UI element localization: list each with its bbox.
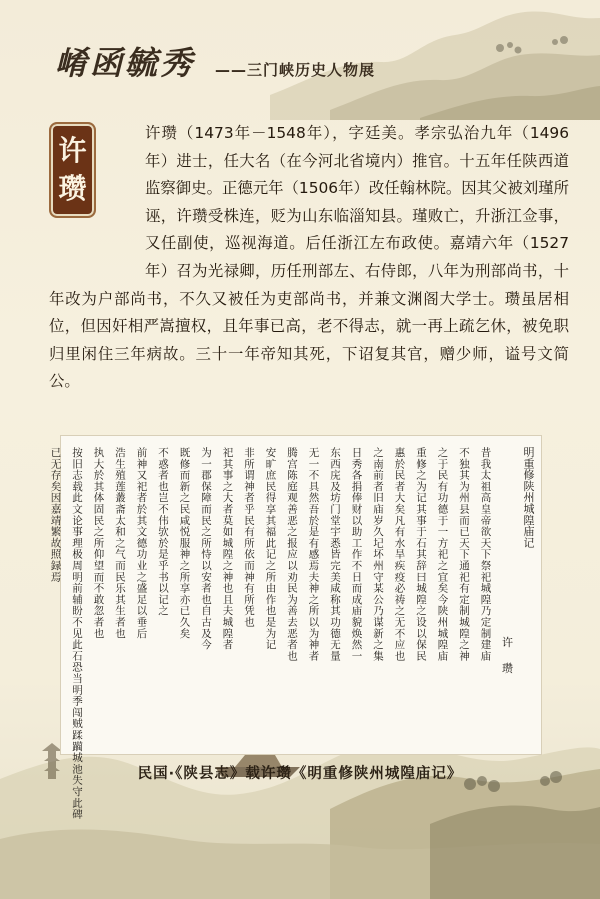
document-column: 腾宫陈庭观善恶之报应以劝民为善去恶者也 <box>287 447 298 663</box>
document-column: 为一郡保障而民之所恃以安者也自古及今 <box>201 447 212 652</box>
document-caption: 民国·《陕县志》载许瓒《明重修陕州城隍庙记》 <box>137 766 463 782</box>
document-column: 执大於其体固民之所仰望而不敢忽者也 <box>93 447 105 640</box>
document-column: 祀其事之大者莫如城隍之神也且夫城隍者 <box>222 447 234 652</box>
exhibition-subtitle: ——三门峡历史人物展 <box>215 61 376 79</box>
document-column: 安旷庶民得享其福此记之所由作也是为记 <box>265 447 277 652</box>
exhibition-title: 崤函毓秀 <box>55 44 196 82</box>
document-column: 浩生殖莲叢斋太和之气而民乐其生者也 <box>115 447 126 640</box>
document-heading: 明重修陕州城隍庙记 <box>523 446 535 550</box>
document-author: 许 瓒 <box>502 636 513 675</box>
document-column: 已无存矣因嘉靖繁故照録焉 <box>50 447 62 584</box>
document-column: 之南前者旧庙岁久圮坏州守某公乃谋新之集 <box>373 447 384 663</box>
biography-paragraph: 许瓒（1473年－1548年），字廷美。孝宗弘治九年（1496年）进士，任大名（在今河北省境内）推官。十五年任陕西道监察御史。正德元年（1506年）改任翰林院。因其父被刘瑾所诬，许瓒受株连，贬为山东临淄知县。瑾败亡，升浙江佥事，又任副使，巡视海道。后任浙江左布政使。嘉靖六年（1527年）召为光禄卿，历任刑部左、右侍郎，八年为刑部尚书，十年改为户部尚书，不久又被任为吏部尚书，并兼文渊阁大学士。瓒虽居相位，但因奸相严嵩擅权，且年事已高，老不得志，就一再上疏乞休，被免职归里闲住三年病故。三十一年帝知其死，下诏复其官，赠少师，谥号文简公。 <box>49 124 569 391</box>
biography-text-block <box>49 120 569 420</box>
document-column: 不惑者也岂不伟欤於是乎书以记之 <box>158 447 169 618</box>
document-column: 按旧志载此文论事理极周明前辅盼不见此石恐当明季闯贼蹂躏城池失守此碑 <box>72 447 83 821</box>
document-column: 无一不具然吾於是有感焉夫神之所以为神者 <box>308 447 320 663</box>
document-column: 日秀各捐俸财以助工作不日而成庙貌焕然一 <box>351 447 363 663</box>
document-column: 不独其为州县而已天下通祀有定制城隍之神 <box>459 447 470 663</box>
document-column: 既修而新之民咸悦服神之所享亦已久矣 <box>179 447 191 640</box>
document-column: 昔我太祖高皇帝欲天下祭祀城隍乃定制建庙 <box>480 447 492 663</box>
document-column: 非所谓神者乎民有所依而神有所凭也 <box>244 447 255 629</box>
document-column: 重修之为记其事于石其辞曰城隍之设以保民 <box>416 447 427 663</box>
name-char: 瓒 <box>58 172 87 205</box>
document-column: 前神又祀者於其文德功业之盛足以垂后 <box>136 447 148 640</box>
name-char: 许 <box>58 134 87 167</box>
document-column: 东西庑及坊门堂宇悉皆完美咸称其功德无量 <box>330 447 341 663</box>
document-column: 惠於民者大矣凡有水旱疾疫必祷之无不应也 <box>394 447 406 663</box>
document-column: 之于民有功德于一方祀之宜矣今陕州城隍庙 <box>437 447 449 663</box>
